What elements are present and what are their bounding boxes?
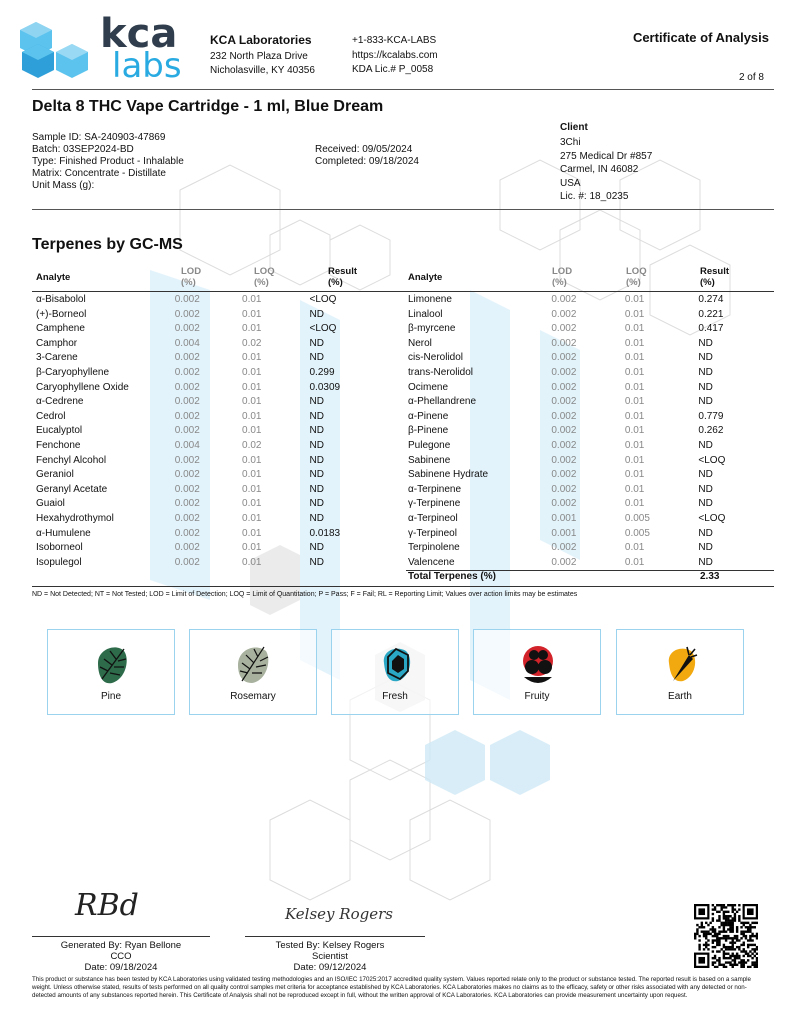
terpene-name: Camphene <box>36 323 85 335</box>
lod-value: 0.002 <box>551 425 577 437</box>
lod-value: 0.002 <box>551 542 577 554</box>
result-value: ND <box>309 469 324 481</box>
result-value: ND <box>698 366 713 378</box>
client-city: Carmel, IN 46082 <box>560 164 639 175</box>
client-block <box>560 136 652 204</box>
lod-value: 0.001 <box>551 527 577 539</box>
terpene-name: Limonene <box>408 294 452 305</box>
table-row <box>408 381 768 396</box>
terpene-name: Isopulegol <box>36 556 82 568</box>
loq-value: 0.01 <box>242 425 262 437</box>
lod-value: 0.002 <box>551 439 577 451</box>
result-value: ND <box>698 527 713 539</box>
terpene-name: (+)-Borneol <box>36 308 87 320</box>
loq-value: 0.01 <box>624 483 645 495</box>
flavor-label-rosemary: Rosemary <box>230 691 276 702</box>
loq-value: 0.01 <box>624 556 645 568</box>
loq-value: 0.01 <box>242 527 262 539</box>
table-row <box>36 337 366 352</box>
flavor-card-fruity <box>473 629 601 715</box>
abbreviations-note: ND = Not Detected; NT = Not Tested; LOD = Limit of Detection; LOQ = Limit of Quantitation; P = Pass; F = Fail; RL = Reporting Limit; Values over action limits may be estimates <box>32 591 578 598</box>
tested-by: Tested By: Kelsey Rogers <box>275 940 385 951</box>
terpene-name: Fenchyl Alcohol <box>36 454 107 466</box>
loq-value: 0.01 <box>624 542 645 554</box>
loq-value: 0.01 <box>242 410 262 422</box>
flavor-label-pine: Pine <box>100 691 121 702</box>
lod-value: 0.002 <box>551 396 577 408</box>
lod-value: 0.002 <box>551 337 577 349</box>
lod-value: 0.002 <box>551 308 577 320</box>
result-value: ND <box>309 483 324 495</box>
table-row <box>36 512 366 527</box>
terpene-name: Camphor <box>36 337 78 349</box>
rosemary-icon <box>236 643 272 685</box>
batch: Batch: 03SEP2024-BD <box>32 144 134 155</box>
lod-value: 0.002 <box>551 381 577 393</box>
lod-value: 0.002 <box>174 454 200 466</box>
pine-icon <box>94 643 130 685</box>
result-value: ND <box>309 425 324 437</box>
loq-value: 0.01 <box>242 469 262 481</box>
lod-value: 0.002 <box>174 294 200 305</box>
terpene-name: Terpinolene <box>408 542 460 554</box>
col-analyte-left: Analyte <box>36 272 71 283</box>
lod-value: 0.002 <box>551 469 577 481</box>
loq-value: 0.01 <box>624 323 645 335</box>
loq-value: 0.02 <box>242 337 262 349</box>
logo-labs-text: labs <box>112 46 182 86</box>
lod-value: 0.004 <box>174 439 200 451</box>
col-analyte-right: Analyte <box>408 272 443 283</box>
table-row <box>36 366 366 381</box>
loq-value: 0.01 <box>624 381 645 393</box>
tested-title: Scientist <box>312 951 348 962</box>
kca-logo-cubes-icon <box>20 18 92 80</box>
result-value: <LOQ <box>309 294 337 305</box>
flavor-card-earth <box>616 629 744 715</box>
table-row <box>408 424 768 439</box>
terpene-name: cis-Nerolidol <box>408 352 464 364</box>
table-row <box>408 556 768 571</box>
lab-address-line2: Nicholasville, KY 40356 <box>210 65 315 76</box>
terpene-name: Hexahydrothymol <box>36 512 114 524</box>
terpene-name: α-Cedrene <box>36 396 84 408</box>
flavor-card-fresh <box>331 629 459 715</box>
lod-value: 0.002 <box>174 469 200 481</box>
generated-by: Generated By: Ryan Bellone <box>60 940 182 951</box>
table-row <box>408 322 768 337</box>
terpene-name: Geraniol <box>36 469 74 481</box>
signature-line-2 <box>245 936 425 937</box>
lod-value: 0.002 <box>551 498 577 510</box>
table-row <box>408 439 768 454</box>
table-row <box>36 424 366 439</box>
terpene-name: γ-Terpinene <box>408 498 461 510</box>
lod-value: 0.002 <box>174 323 200 335</box>
table-row <box>408 454 768 469</box>
lod-value: 0.002 <box>551 294 577 305</box>
lod-value: 0.002 <box>174 352 200 364</box>
client-street: 275 Medical Dr #857 <box>560 150 653 162</box>
table-row <box>36 322 366 337</box>
table-row <box>36 395 366 410</box>
lod-value: 0.002 <box>174 396 200 408</box>
generated-title: CCO <box>110 951 132 962</box>
result-value: ND <box>309 454 324 466</box>
terpene-name: α-Phellandrene <box>408 396 477 408</box>
terpene-name: trans-Nerolidol <box>408 366 474 378</box>
loq-value: 0.01 <box>624 366 645 378</box>
result-value: <LOQ <box>309 323 337 335</box>
terpene-name: Valencene <box>408 556 455 568</box>
result-value: ND <box>698 381 713 393</box>
lod-value: 0.002 <box>174 556 200 568</box>
lab-license: KDA Lic.# P_0058 <box>352 64 434 75</box>
result-value: 0.299 <box>309 366 335 378</box>
table-row <box>408 541 768 556</box>
result-value: ND <box>309 512 324 524</box>
loq-value: 0.01 <box>242 396 262 408</box>
result-value: ND <box>698 352 713 364</box>
table-row <box>36 527 366 542</box>
table-row <box>408 351 768 366</box>
terpene-name: Linalool <box>408 308 443 320</box>
loq-value: 0.01 <box>242 294 262 305</box>
result-value: ND <box>698 498 713 510</box>
terpene-name: Sabinene Hydrate <box>408 469 489 481</box>
table-row <box>408 293 768 308</box>
table-row <box>408 483 768 498</box>
table-row <box>36 556 366 571</box>
col-loq-right: LOQ (%) <box>626 266 647 288</box>
loq-value: 0.01 <box>624 352 645 364</box>
result-value: 0.417 <box>698 323 724 335</box>
lod-value: 0.001 <box>551 512 577 524</box>
terpene-name: Geranyl Acetate <box>36 483 108 495</box>
lab-website[interactable]: https://kcalabs.com <box>352 50 438 61</box>
table-row <box>36 410 366 425</box>
table-row <box>408 497 768 512</box>
lod-value: 0.002 <box>551 323 577 335</box>
total-terpenes-label: Total Terpenes (%) <box>408 571 496 582</box>
product-type: Type: Finished Product - Inhalable <box>32 156 184 167</box>
col-result-right: Result (%) <box>700 266 730 288</box>
result-value: ND <box>309 556 324 568</box>
terpene-name: α-Terpinene <box>408 483 462 495</box>
client-name: 3Chi <box>560 137 581 148</box>
lod-value: 0.002 <box>174 308 200 320</box>
flavor-card-pine <box>47 629 175 715</box>
doc-title: Certificate of Analysis <box>632 30 769 45</box>
qr-code-icon[interactable] <box>694 904 758 968</box>
sample-id: Sample ID: SA-240903-47869 <box>32 132 166 143</box>
disclaimer: This product or substance has been tested by KCA Laboratories using validated testing methodologies and an ISO/IEC 17025:2017 accredited quality system. Values reported relate only to the product or substance tested. The reported result is based on a sample weight. Unless otherwise stated, results of tests performed on all quality control samples met criteria for acceptance established by KCA Laboratories. KCA Laboratories makes no claims as to the efficacy, safety or other risks associated with any detected or non-detected amounts of any substances reported herein. This Certificate of Analysis shall not be reproduced except in full, without the written approval of KCA Laboratories. KCA Laboratories can provide measurement uncertainty upon request. <box>32 976 751 999</box>
table-row <box>36 381 366 396</box>
loq-value: 0.01 <box>624 396 645 408</box>
terpene-name: Sabinene <box>408 454 451 466</box>
result-value: ND <box>698 396 713 408</box>
fresh-icon <box>378 643 414 685</box>
generated-by-block <box>32 940 210 973</box>
terpene-name: Eucalyptol <box>36 425 83 437</box>
loq-value: 0.01 <box>242 483 262 495</box>
completed-date: Completed: 09/18/2024 <box>315 156 419 167</box>
table-row <box>408 395 768 410</box>
total-terpenes-value: 2.33 <box>700 571 720 582</box>
table-row <box>408 337 768 352</box>
loq-value: 0.01 <box>242 512 262 524</box>
table-row <box>36 468 366 483</box>
client-country: USA <box>560 177 581 189</box>
tested-date: Date: 09/12/2024 <box>293 962 367 973</box>
lab-address-line1: 232 North Plaza Drive <box>210 51 308 62</box>
table-row <box>36 308 366 323</box>
terpene-name: Ocimene <box>408 381 449 393</box>
lod-value: 0.002 <box>174 542 200 554</box>
terpene-name: α-Humulene <box>36 527 91 539</box>
table-bottom-divider <box>32 586 774 587</box>
loq-value: 0.01 <box>242 308 262 320</box>
result-value: 0.0309 <box>309 381 341 393</box>
terpene-name: Nerol <box>408 337 432 349</box>
result-value: <LOQ <box>698 454 726 466</box>
lod-value: 0.002 <box>174 483 200 495</box>
terpene-name: γ-Terpineol <box>408 527 457 539</box>
table-row <box>408 512 768 527</box>
result-value: 0.262 <box>698 425 724 437</box>
terpene-table-left <box>36 293 366 570</box>
loq-value: 0.005 <box>624 527 650 539</box>
table-row <box>36 439 366 454</box>
product-divider <box>32 209 774 210</box>
terpene-name: β-Caryophyllene <box>36 366 110 378</box>
terpene-name: β-myrcene <box>408 323 456 335</box>
result-value: ND <box>309 542 324 554</box>
lod-value: 0.002 <box>551 556 577 568</box>
matrix: Matrix: Concentrate - Distillate <box>32 168 166 179</box>
loq-value: 0.01 <box>624 425 645 437</box>
lab-phone: +1-833-KCA-LABS <box>352 35 437 46</box>
loq-value: 0.01 <box>624 439 645 451</box>
table-row <box>36 497 366 512</box>
flavor-label-fresh: Fresh <box>382 691 408 702</box>
loq-value: 0.01 <box>242 556 262 568</box>
lab-name: KCA Laboratories <box>210 33 312 47</box>
terpene-table-right <box>408 293 768 570</box>
table-row <box>408 308 768 323</box>
tested-by-block <box>245 940 415 973</box>
terpene-table-left-body <box>36 293 366 570</box>
fruity-icon <box>520 643 556 685</box>
result-value: ND <box>698 556 713 568</box>
lod-value: 0.002 <box>174 425 200 437</box>
terpene-name: α-Pinene <box>408 410 449 422</box>
loq-value: 0.01 <box>624 469 645 481</box>
result-value: ND <box>309 396 324 408</box>
lod-value: 0.002 <box>174 410 200 422</box>
lod-value: 0.002 <box>174 527 200 539</box>
loq-value: 0.01 <box>242 366 262 378</box>
lod-value: 0.002 <box>551 483 577 495</box>
terpene-name: β-Pinene <box>408 425 449 437</box>
logo-kca-text: kca <box>100 11 178 57</box>
col-result-left: Result (%) <box>328 266 358 288</box>
product-title: Delta 8 THC Vape Cartridge - 1 ml, Blue Dream <box>32 98 384 115</box>
loq-value: 0.005 <box>624 512 650 524</box>
col-lod-right: LOD (%) <box>552 266 573 288</box>
signature-ryan: RBd <box>75 888 139 923</box>
loq-value: 0.01 <box>242 498 262 510</box>
signature-line-1 <box>32 936 210 937</box>
lod-value: 0.004 <box>174 337 200 349</box>
table-row <box>408 366 768 381</box>
result-value: ND <box>698 483 713 495</box>
result-value: ND <box>698 542 713 554</box>
loq-value: 0.01 <box>624 308 645 320</box>
result-value: ND <box>698 439 713 451</box>
lod-value: 0.002 <box>174 366 200 378</box>
lod-value: 0.002 <box>174 512 200 524</box>
flavor-label-fruity: Fruity <box>524 691 550 702</box>
terpene-name: Fenchone <box>36 439 81 451</box>
terpene-name: Caryophyllene Oxide <box>36 381 129 393</box>
lod-value: 0.002 <box>551 366 577 378</box>
loq-value: 0.01 <box>242 352 262 364</box>
generated-date: Date: 09/18/2024 <box>84 962 158 973</box>
terpene-name: α-Bisabolol <box>36 294 86 305</box>
lod-value: 0.002 <box>551 454 577 466</box>
table-row <box>36 454 366 469</box>
lod-value: 0.002 <box>174 381 200 393</box>
table-row <box>36 541 366 556</box>
table-row <box>36 483 366 498</box>
terpene-name: Cedrol <box>36 410 66 422</box>
terpene-name: Isoborneol <box>36 542 83 554</box>
flavor-label-earth: Earth <box>668 691 692 702</box>
received-date: Received: 09/05/2024 <box>315 144 413 155</box>
result-value: ND <box>309 308 324 320</box>
client-license: Lic. #: 18_0235 <box>560 191 629 202</box>
result-value: ND <box>698 337 713 349</box>
result-value: 0.779 <box>698 410 724 422</box>
table-row <box>36 351 366 366</box>
terpene-name: α-Terpineol <box>408 512 458 524</box>
header-divider <box>32 89 774 90</box>
flavor-card-rosemary <box>189 629 317 715</box>
loq-value: 0.01 <box>624 498 645 510</box>
terpene-name: 3-Carene <box>36 352 78 364</box>
result-value: <LOQ <box>698 512 726 524</box>
page-number: 2 of 8 <box>738 72 764 83</box>
terpene-table-right-body <box>408 293 768 570</box>
loq-value: 0.01 <box>242 323 262 335</box>
unit-mass: Unit Mass (g): <box>32 180 95 191</box>
table-row <box>36 293 366 308</box>
terpene-name: Guaiol <box>36 498 65 510</box>
result-value: ND <box>309 337 324 349</box>
section-title-terpenes: Terpenes by GC-MS <box>32 236 183 253</box>
client-heading: Client <box>560 122 588 133</box>
loq-value: 0.01 <box>624 410 645 422</box>
lod-value: 0.002 <box>174 498 200 510</box>
table-row <box>408 527 768 542</box>
signature-kelsey: Kelsey Rogers <box>285 905 393 923</box>
lod-value: 0.002 <box>551 352 577 364</box>
loq-value: 0.01 <box>624 454 645 466</box>
table-row <box>408 410 768 425</box>
result-value: ND <box>309 439 324 451</box>
table-row <box>408 468 768 483</box>
result-value: ND <box>309 410 324 422</box>
loq-value: 0.01 <box>242 542 262 554</box>
lod-value: 0.002 <box>551 410 577 422</box>
loq-value: 0.02 <box>242 439 262 451</box>
earth-icon <box>663 643 699 685</box>
result-value: 0.221 <box>698 308 724 320</box>
table-header-divider <box>32 291 774 292</box>
result-value: 0.274 <box>698 294 724 305</box>
loq-value: 0.01 <box>242 454 262 466</box>
result-value: ND <box>698 469 713 481</box>
terpene-name: Pulegone <box>408 439 451 451</box>
loq-value: 0.01 <box>624 337 645 349</box>
result-value: ND <box>309 498 324 510</box>
loq-value: 0.01 <box>624 294 645 305</box>
result-value: 0.0183 <box>309 527 341 539</box>
col-loq-left: LOQ (%) <box>254 266 275 288</box>
result-value: ND <box>309 352 324 364</box>
col-lod-left: LOD (%) <box>181 266 202 288</box>
loq-value: 0.01 <box>242 381 262 393</box>
